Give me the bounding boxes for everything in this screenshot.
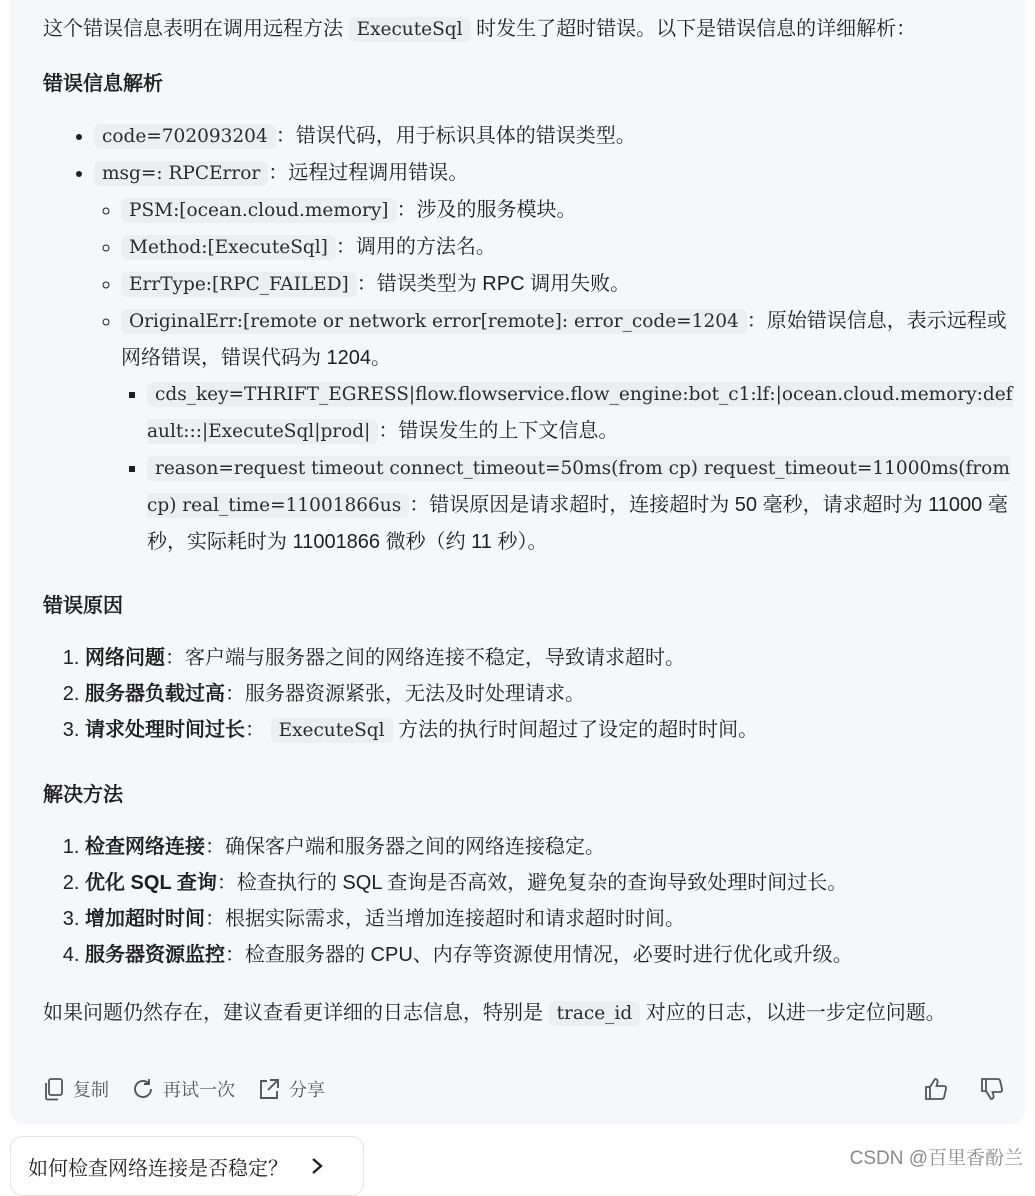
inline-code: reason=request timeout connect_timeout=50ms(from cp) request_timeout=11000ms(from cp) real_time=11001866us [147, 458, 1010, 516]
solution-item [85, 865, 1018, 901]
item-desc: ：错误代码，用于标识具体的错误类型。 [275, 125, 636, 147]
solutions-list [43, 829, 1018, 973]
intro-paragraph [43, 11, 1018, 48]
item-title: 增加超时时间 [85, 908, 205, 930]
list-item-msg [94, 155, 1018, 560]
heading-causes: 错误原因 [43, 595, 123, 617]
inline-code: ExecuteSql [349, 17, 471, 42]
sub-item-psm [121, 192, 1018, 229]
msg-sub-list [94, 192, 1018, 560]
closing-paragraph [43, 995, 1018, 1032]
copy-label: 复制 [73, 1080, 109, 1100]
item-desc: ：检查服务器的 CPU、内存等资源使用情况，必要时进行优化或升级。 [225, 944, 853, 966]
closing-text-after: 对应的日志，以进一步定位问题。 [640, 1002, 946, 1024]
item-desc: ：根据实际需求，适当增加连接超时和请求超时时间。 [205, 908, 685, 930]
cause-item [85, 712, 1018, 749]
sub-item-errtype [121, 266, 1018, 303]
detail-item-cds-key [147, 376, 1018, 450]
watermark: CSDN @百里香酚兰 [849, 1148, 1023, 1169]
suggested-question-label: 如何检查网络连接是否稳定？ [28, 1157, 288, 1180]
item-desc: ：错误发生的上下文信息。 [378, 420, 619, 442]
intro-text-before: 这个错误信息表明在调用远程方法 [43, 18, 349, 40]
solution-item [85, 937, 1018, 973]
heading-solutions: 解决方法 [43, 784, 123, 806]
heading-analysis: 错误信息解析 [43, 73, 163, 95]
inline-code: PSM:[ocean.cloud.memory] [121, 198, 397, 223]
item-desc: ：服务器资源紧张，无法及时处理请求。 [225, 683, 585, 705]
item-desc: ：客户端与服务器之间的网络连接不稳定，导致请求超时。 [165, 647, 685, 669]
analysis-list [43, 118, 1018, 560]
item-desc: ：涉及的服务模块。 [396, 199, 577, 221]
solution-item [85, 829, 1018, 865]
item-desc: ： [245, 719, 271, 741]
item-desc: ：错误原因是请求超时，连接超时为 50 毫秒，请求超时为 11000 毫秒，实际耗时为 11001866 微秒（约 11 秒）。 [147, 494, 1008, 553]
share-icon [257, 1077, 281, 1101]
item-desc: ：错误类型为 RPC 调用失败。 [356, 273, 631, 295]
copy-button[interactable] [43, 1076, 109, 1102]
dislike-button[interactable] [979, 1076, 1013, 1102]
inline-code: cds_key=THRIFT_EGRESS|flow.flowservice.flow_engine:bot_c1:lf:|ocean.cloud.memory:default:::|ExecuteSql|prod| [147, 384, 1013, 442]
item-desc: 方法的执行时间超过了设定的超时时间。 [392, 719, 759, 741]
inline-code: code=702093204 [94, 124, 276, 149]
item-title: 服务器负载过高 [85, 683, 225, 705]
cause-item [85, 640, 1018, 676]
thumbs-up-icon [923, 1076, 949, 1102]
intro-text-after: 时发生了超时错误。以下是错误信息的详细解析： [470, 18, 917, 40]
item-title: 服务器资源监控 [85, 944, 225, 966]
action-bar [43, 1070, 1013, 1108]
share-label: 分享 [289, 1080, 325, 1100]
causes-list [43, 640, 1018, 749]
answer-content [43, 0, 1018, 1032]
inline-code: OriginalErr:[remote or network error[remote]: error_code=1204 [121, 309, 747, 334]
closing-text-before: 如果问题仍然存在，建议查看更详细的日志信息，特别是 [43, 1002, 549, 1024]
answer-card [10, 0, 1025, 1124]
inline-code: ErrType:[RPC_FAILED] [121, 272, 357, 297]
inline-code: ExecuteSql [271, 718, 393, 743]
retry-label: 再试一次 [163, 1080, 235, 1100]
cause-item [85, 676, 1018, 712]
list-item-code [94, 118, 1018, 155]
item-title: 请求处理时间过长 [85, 719, 245, 741]
thumbs-down-icon [979, 1076, 1005, 1102]
feedback-group [901, 1076, 1013, 1102]
inline-code: Method:[ExecuteSql] [121, 235, 336, 260]
suggested-question-button[interactable] [10, 1136, 364, 1196]
sub-item-originalerr [121, 303, 1018, 560]
item-title: 网络问题 [85, 647, 165, 669]
retry-button[interactable] [131, 1076, 235, 1102]
share-button[interactable] [257, 1076, 325, 1102]
like-button[interactable] [923, 1076, 957, 1102]
detail-item-reason [147, 450, 1018, 560]
item-desc: ：远程过程调用错误。 [268, 162, 469, 184]
refresh-icon [131, 1077, 155, 1101]
item-desc: ：检查执行的 SQL 查询是否高效，避免复杂的查询导致处理时间过长。 [216, 872, 848, 894]
item-title: 优化 SQL 查询 [85, 872, 217, 894]
copy-icon [43, 1077, 65, 1101]
originalerr-detail-list [121, 376, 1018, 560]
item-title: 检查网络连接 [85, 836, 205, 858]
item-desc: ：确保客户端和服务器之间的网络连接稳定。 [205, 836, 605, 858]
chevron-right-icon [310, 1156, 324, 1176]
sub-item-method [121, 229, 1018, 266]
inline-code: msg=: RPCError [94, 161, 268, 186]
item-desc: ：原始错误信息，表示远程或网络错误，错误代码为 1204。 [121, 310, 1007, 369]
item-desc: ：调用的方法名。 [335, 236, 496, 258]
solution-item [85, 901, 1018, 937]
inline-code: trace_id [549, 1001, 641, 1026]
